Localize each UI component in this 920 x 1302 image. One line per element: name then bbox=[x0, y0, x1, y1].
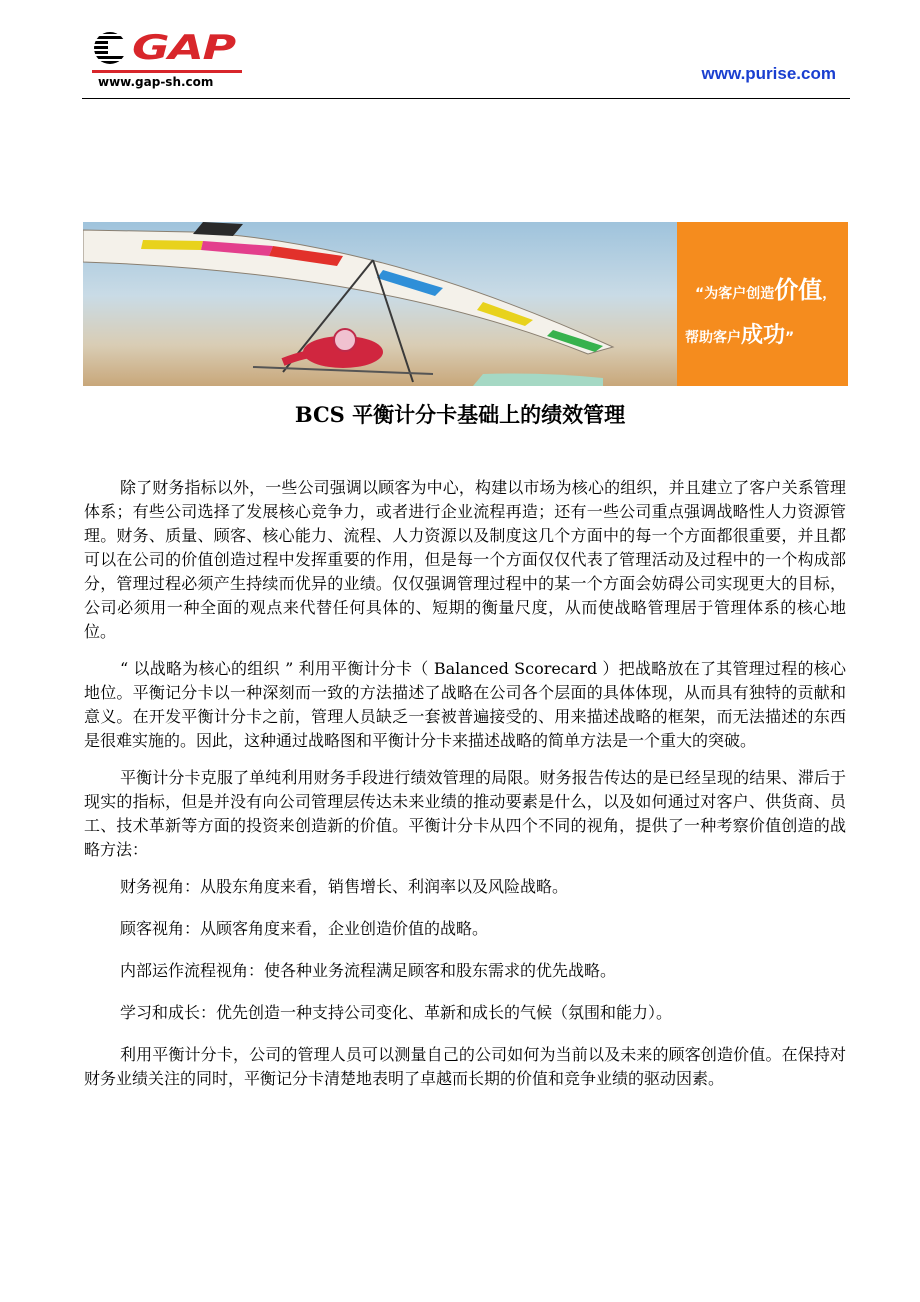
slogan-line-2 bbox=[685, 318, 794, 349]
paragraph-intro: 除了财务指标以外，一些公司强调以顾客为中心，构建以市场为核心的组织，并且建立了客户关系管理体系；有些公司选择了发展核心竞争力，或者进行企业流程再造；还有一些公司重点强调战略性人力资源管理。财务、质量、顾客、核心能力、流程、人力资源以及制度这几个方面中的每一个方面都很重要，并且都可以在公司的价值创造过程中发挥重要的作用，但是每一个方面仅仅代表了管理活动及过程中的一个构成部分，管理过程必须产生持续而优异的业绩。仅仅强调管理过程中的某一个方面会妨碍公司实现更大的目标，公司必须用一种全面的观点来代替任何具体的、短期的衡量尺度，从而使战略管理居于管理体系的核心地位。 bbox=[84, 478, 846, 641]
paragraph-bsc-strategy: “ 以战略为核心的组织 ” 利用平衡计分卡（ Balanced Scorecard ）把战略放在了其管理过程的核心地位。平衡记分卡以一种深刻而一致的方法描述了战略在公司各个层面的具体体现，从而具有独特的贡献和意义。在开发平衡计分卡之前，管理人员缺乏一套被普遍接受的、用来描述战略的框架，而无法描述的东西是很难实施的。因此，这种通过战略图和平衡计分卡来描述战略的简单方法是一个重大的突破。 bbox=[84, 659, 846, 750]
site-link[interactable]: www.purise.com bbox=[701, 64, 836, 83]
document-body bbox=[84, 476, 846, 1104]
perspective-learning-growth: 学习和成长：优先创造一种支持公司变化、革新和成长的气候（氛围和能力）。 bbox=[120, 1003, 673, 1022]
logo-text: GAP bbox=[132, 28, 235, 68]
gap-logo[interactable] bbox=[82, 26, 244, 92]
slogan-line-2-suffix: ” bbox=[785, 330, 795, 346]
slogan-line-1 bbox=[695, 270, 836, 305]
logo-url: www.gap-sh.com bbox=[98, 75, 214, 89]
slogan-line-1-highlight: 价值 bbox=[774, 276, 823, 304]
paragraph-conclusion: 利用平衡计分卡，公司的管理人员可以测量自己的公司如何为当前以及未来的顾客创造价值。在保持对财务业绩关注的同时，平衡记分卡清楚地表明了卓越而长期的价值和竞争业绩的驱动因素。 bbox=[84, 1045, 846, 1088]
slogan-line-1-suffix: ， bbox=[822, 286, 837, 302]
logo-underline bbox=[92, 70, 242, 73]
hang-glider-photo bbox=[83, 222, 677, 386]
slogan-line-1-prefix: “为客户创造 bbox=[695, 286, 775, 302]
hero-banner bbox=[83, 222, 848, 386]
globe-logo-icon bbox=[94, 32, 126, 64]
paragraph-bsc-limits: 平衡计分卡克服了单纯利用财务手段进行绩效管理的局限。财务报告传达的是已经呈现的结果、滞后于现实的指标，但是并没有向公司管理层传达未来业绩的推动要素是什么，以及如何通过对客户、供货商、员工、技术革新等方面的投资来创造新的价值。平衡计分卡从四个不同的视角，提供了一种考察价值创造的战略方法： bbox=[84, 768, 846, 859]
perspective-financial: 财务视角：从股东角度来看，销售增长、利润率以及风险战略。 bbox=[120, 877, 569, 896]
hang-glider-illustration bbox=[83, 222, 677, 386]
slogan-line-2-highlight: 成功 bbox=[741, 323, 786, 348]
banner-slogan bbox=[677, 222, 848, 386]
document-title: BCS 平衡计分卡基础上的绩效管理 bbox=[294, 402, 626, 427]
perspective-internal-process: 内部运作流程视角：使各种业务流程满足顾客和股东需求的优先战略。 bbox=[120, 961, 617, 980]
page-header bbox=[82, 26, 850, 99]
perspective-customer: 顾客视角：从顾客角度来看，企业创造价值的战略。 bbox=[120, 919, 489, 938]
slogan-line-2-prefix: 帮助客户 bbox=[685, 330, 741, 346]
